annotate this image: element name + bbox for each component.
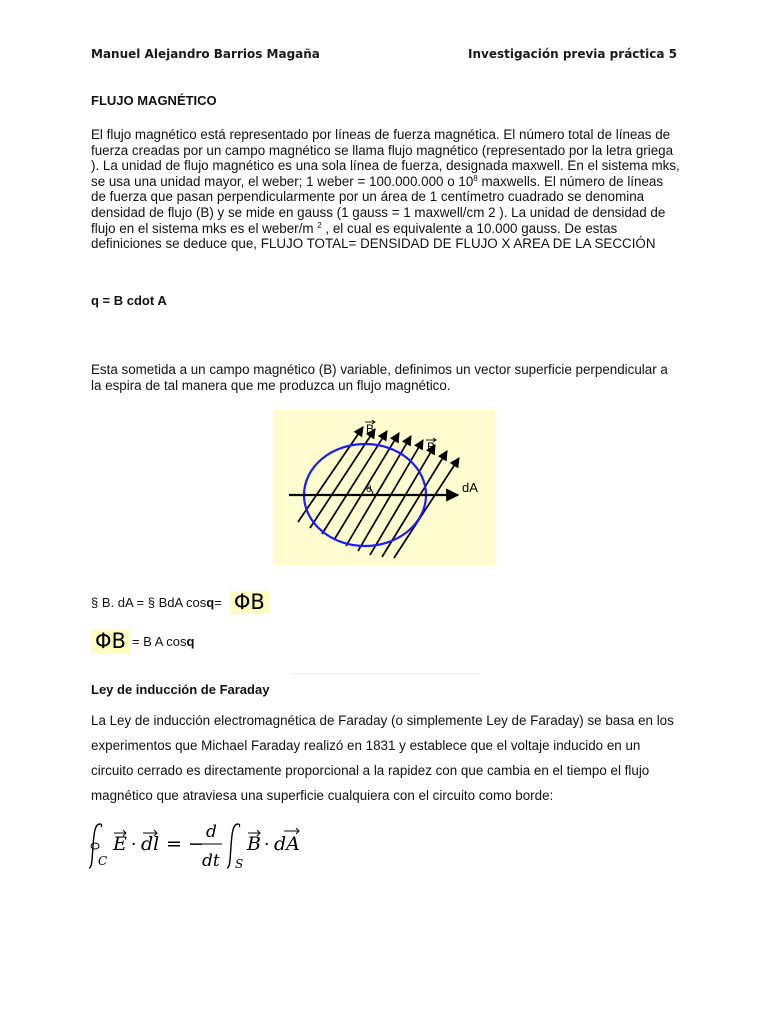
field-line xyxy=(346,436,411,546)
equals-minus: = − xyxy=(166,833,204,855)
vector-da: dA xyxy=(274,833,300,855)
derivative-denominator: dt xyxy=(202,851,220,871)
paragraph-faraday: La Ley de inducción electromagnética de Faraday (o simplemente Ley de Faraday) se basa en los experimentos que Michael Faraday realizó en 1831 y establece que el voltaje inducido en un circuito cerrado es directamente proporcional a la rapidez con que cambia en el tiempo el flujo magnético que atraviesa una superficie cualquiera con el circuito como borde: xyxy=(91,713,674,803)
label-theta: θ xyxy=(366,484,372,495)
divider xyxy=(290,673,480,674)
paragraph-flujo-definition: El flujo magnético está representado por líneas de fuerza magnética. El número total de líneas de fuerza creadas por un campo magnético se llama flujo magnético (representado por la letra griega ). La unidad de flujo magnético es una sola línea de fuerza, designada maxwell. En el sistema mks, se usa una unidad mayor, el weber; 1 weber = 100.000.000 o $10^8$ maxwells. El número de líneas de fuerza que pasan perpendicularmente por un área de 1 centímetro cuadrado se denomina densidad de flujo (B) y se mide en gauss (1 gauss = 1 maxwell/cm 2 ). La unidad de densidad de flujo en el sistema mks es el weber/m $^2$ , el cual es equivalente a 10.000 gauss. De estas definiciones se deduce que, FLUJO TOTAL= DENSIDAD DE FLUJO X AREA DE LA SECCIÓN xyxy=(91,127,680,252)
subscript-s: S xyxy=(235,857,244,871)
equation-flux-integral: § B. dA = § BdA cos q = ΦB xyxy=(91,591,269,614)
flux-diagram-svg xyxy=(273,410,495,565)
vector-dl: dl xyxy=(141,833,160,855)
vector-b: B xyxy=(247,833,261,855)
header-author: Manuel Alejandro Barrios Magaña xyxy=(91,47,320,61)
flux-diagram xyxy=(273,410,495,565)
paragraph-surface-vector: Esta sometida a un campo magnético (B) variable, definimos un vector superficie perpendicular a la espira de tal manera que me produzca un flujo magnético. xyxy=(91,362,668,393)
phi-b-symbol: ΦB xyxy=(91,630,130,653)
vector-e: E xyxy=(113,833,127,855)
faraday-formula-svg xyxy=(89,818,319,876)
phi-b-symbol: ΦB xyxy=(230,591,269,614)
label-b-vector-2: B xyxy=(427,440,436,454)
label-b-vector-1: B xyxy=(366,422,375,436)
section-title-faraday: Ley de inducción de Faraday xyxy=(91,682,270,697)
header-document-title: Investigación previa práctica 5 xyxy=(467,47,677,61)
dot-operator-1: · xyxy=(131,835,137,855)
derivative-numerator: d xyxy=(206,822,217,842)
subscript-c: C xyxy=(98,854,108,868)
label-da: dA xyxy=(462,480,478,495)
section-title-flujo: FLUJO MAGNÉTICO xyxy=(91,93,217,108)
faraday-formula xyxy=(89,818,319,876)
equation-flux: q = B cdot A xyxy=(91,293,167,308)
dot-operator-2: · xyxy=(264,835,270,855)
equation-flux-cos: ΦB = B A cos q xyxy=(91,630,194,653)
